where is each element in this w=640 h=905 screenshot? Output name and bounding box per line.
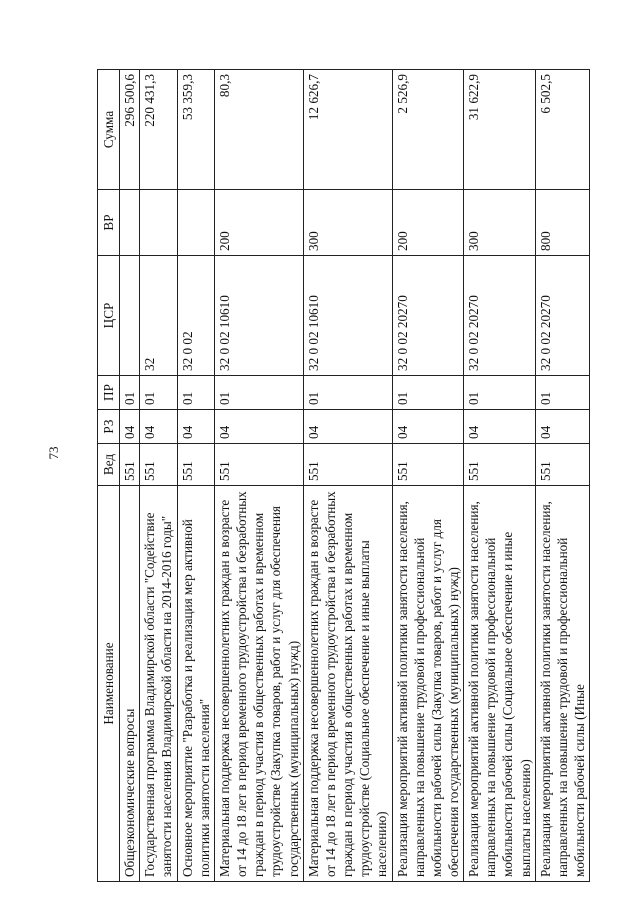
- cell-rz: 04: [177, 410, 214, 444]
- cell-name: Реализация мероприятий активной политики занятости населения, направленных на повышение трудовой и профессиональной мобильности рабочей силы (Иные: [535, 486, 589, 882]
- cell-pr: 01: [214, 376, 303, 410]
- table-row: [214, 70, 303, 882]
- cell-pr: 01: [177, 376, 214, 410]
- cell-csr: 32 0 02: [177, 256, 214, 376]
- table-row: [392, 70, 464, 882]
- header-name: Наименование: [98, 486, 120, 882]
- header-ved: Вед: [98, 444, 120, 486]
- cell-csr: 32 0 02 20270: [392, 256, 464, 376]
- cell-rz: 04: [464, 410, 536, 444]
- cell-sum: 6 502,5: [535, 70, 589, 190]
- cell-pr: 01: [392, 376, 464, 410]
- cell-vr: 300: [303, 190, 392, 256]
- page-number: 73: [46, 446, 61, 460]
- cell-csr: 32 0 02 10610: [303, 256, 392, 376]
- cell-sum: 12 626,7: [303, 70, 392, 190]
- cell-name: Реализация мероприятий активной политики занятости населения, направленных на повышение трудовой и профессиональной мобильности рабочей силы (Социальное обеспечение и иные выплаты населению): [464, 486, 536, 882]
- table-row: [120, 70, 140, 882]
- cell-vr: [120, 190, 140, 256]
- table-row: [535, 70, 589, 882]
- cell-rz: 04: [140, 410, 177, 444]
- cell-pr: 01: [120, 376, 140, 410]
- cell-ved: 551: [120, 444, 140, 486]
- cell-csr: 32 0 02 20270: [535, 256, 589, 376]
- cell-ved: 551: [214, 444, 303, 486]
- cell-name: Материальная поддержка несовершеннолетних граждан в возрасте от 14 до 18 лет в период временного трудоустройства и безработных граждан в период участия в общественных работах и временном трудоустройстве (Социальное обеспечение и иные выплаты населению): [303, 486, 392, 882]
- cell-rz: 04: [535, 410, 589, 444]
- cell-name: Материальная поддержка несовершеннолетних граждан в возрасте от 14 до 18 лет в период временного трудоустройства и безработных граждан в период участия в общественных работах и временном трудоустройстве (Закупка товаров, работ и услуг для обеспечения государственных (муниципальных) нужд): [214, 486, 303, 882]
- cell-vr: [140, 190, 177, 256]
- cell-rz: 04: [303, 410, 392, 444]
- cell-csr: 32 0 02 10610: [214, 256, 303, 376]
- cell-name: Государственная программа Владимирской области "Содействие занятости населения Владимирской области на 2014-2016 годы": [140, 486, 177, 882]
- cell-sum: 296 500,6: [120, 70, 140, 190]
- cell-csr: 32: [140, 256, 177, 376]
- rotated-table-container: [97, 70, 617, 882]
- cell-ved: 551: [177, 444, 214, 486]
- cell-csr: [120, 256, 140, 376]
- cell-rz: 04: [392, 410, 464, 444]
- cell-pr: 01: [464, 376, 536, 410]
- cell-vr: 200: [392, 190, 464, 256]
- cell-sum: 31 622,9: [464, 70, 536, 190]
- cell-ved: 551: [535, 444, 589, 486]
- cell-vr: 300: [464, 190, 536, 256]
- cell-sum: 2 526,9: [392, 70, 464, 190]
- cell-rz: 04: [214, 410, 303, 444]
- header-csr: ЦСР: [98, 256, 120, 376]
- header-vr: ВР: [98, 190, 120, 256]
- cell-name: Основное мероприятие "Разработка и реализация мер активной политики занятости населения": [177, 486, 214, 882]
- header-pr: ПР: [98, 376, 120, 410]
- cell-name: Реализация мероприятий активной политики занятости населения, направленных на повышение трудовой и профессиональной мобильности рабочей силы (Закупка товаров, работ и услуг для обеспечения государственных (муниципальных) нужд): [392, 486, 464, 882]
- cell-ved: 551: [464, 444, 536, 486]
- cell-vr: [177, 190, 214, 256]
- table-row: [177, 70, 214, 882]
- cell-ved: 551: [392, 444, 464, 486]
- cell-name: Общеэкономические вопросы: [120, 486, 140, 882]
- cell-sum: 220 431,3: [140, 70, 177, 190]
- cell-sum: 80,3: [214, 70, 303, 190]
- cell-vr: 800: [535, 190, 589, 256]
- header-rz: РЗ: [98, 410, 120, 444]
- budget-table: [97, 69, 590, 882]
- cell-pr: 01: [140, 376, 177, 410]
- cell-ved: 551: [140, 444, 177, 486]
- cell-vr: 200: [214, 190, 303, 256]
- cell-rz: 04: [120, 410, 140, 444]
- cell-pr: 01: [535, 376, 589, 410]
- cell-ved: 551: [303, 444, 392, 486]
- cell-sum: 53 359,3: [177, 70, 214, 190]
- table-row: [464, 70, 536, 882]
- table-row: [303, 70, 392, 882]
- header-sum: Сумма: [98, 70, 120, 190]
- table-row: [140, 70, 177, 882]
- table-header-row: [98, 70, 120, 882]
- cell-pr: 01: [303, 376, 392, 410]
- cell-csr: 32 0 02 20270: [464, 256, 536, 376]
